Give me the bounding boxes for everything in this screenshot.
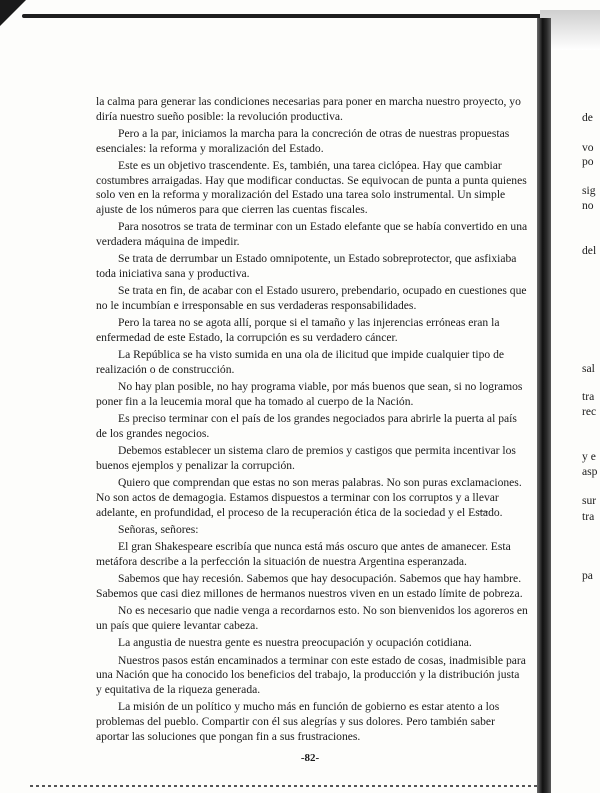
paragraph: Debemos establecer un sistema claro de premios y castigos que permita incentivar los buenos ejemplos y penalizar la corrupción. — [96, 444, 516, 473]
paragraph: La República se ha visto sumida en una ola de ilicitud que impide cualquier tipo de realización o de construcción. — [96, 348, 505, 377]
adjacent-page-fragment: tra — [582, 390, 595, 403]
adjacent-page-fragment: sig — [582, 184, 596, 197]
paragraph: Pero la tarea no se agota allí, porque si el tamaño y las injerencias erróneas eran la enfermedad de este Estado, la corrupción es su verdadero cáncer. — [96, 316, 500, 345]
adjacent-page-fragment: tra — [582, 510, 595, 523]
paragraph: Pero a la par, iniciamos la marcha para la concreción de otras de nuestras propuestas esenciales: la reforma y moralización del Estado. — [96, 127, 510, 155]
adjacent-page-fragment: po — [582, 155, 594, 168]
paragraph: No es necesario que nadie venga a recordarnos esto. No son bienvenidos los agoreros en un país que quiere levantar cabeza. — [96, 604, 528, 633]
paragraph: Quiero que comprendan que estas no son meras palabras. No son puras exclamaciones. No son actos de demagogia. Estamos dispuestos a terminar con los corruptos y a llevar adelante, en profundidad, el proceso de la recuperación ética de la sociedad y el Estado. — [96, 476, 522, 519]
adjacent-page-fragment: no — [582, 199, 594, 212]
paragraph: Se trata de derrumbar un Estado omnipotente, un Estado sobreprotector, que asfixiaba toda iniciativa sana y productiva. — [96, 252, 517, 281]
adjacent-page-fragment: rec — [582, 405, 597, 418]
adjacent-page-fragment: pa — [582, 569, 593, 582]
adjacent-page-fragment: sur — [582, 494, 597, 507]
paragraph: Nuestros pasos están encaminados a terminar con este estado de cosas, inadmisible para una Nación que ha conocido los beneficios del trabajo, la producción y la distribución justa y equitativa de la riqueza generada. — [96, 653, 526, 697]
paragraph: Sabemos que hay recesión. Sabemos que hay desocupación. Sabemos que hay hambre. Sabemos que casi diez millones de hermanos nuestros viven en un estado límite de pobreza. — [96, 572, 523, 601]
bottom-edge-shadow — [30, 785, 540, 787]
body-text — [96, 95, 528, 747]
top-edge-shadow — [22, 14, 542, 18]
paragraph: Este es un objetivo trascendente. Es, también, una tarea ciclópea. Hay que cambiar costumbres arraigadas. Hay que modificar conductas. Se equivocan de punta a punta quienes solo ven en la reforma y moralización del Estado una tarea solo instrumental. Un simple ajuste de los números para que cierren las cuentas fiscales. — [96, 159, 527, 217]
salutation: Señoras, señores: — [118, 523, 199, 537]
page-number: -82- — [300, 752, 320, 764]
adjacent-page-fragment: vo — [582, 141, 594, 154]
adjacent-page-fragment: de — [582, 111, 593, 124]
paragraph: La misión de un político y mucho más en función de gobierno es estar atento a los problemas del pueblo. Compartir con él sus alegrías y sus dolores. Pero también saber aportar las soluciones que pongan fin a sus frustraciones. — [96, 700, 500, 743]
adjacent-page-fragment: asp — [582, 465, 598, 478]
paragraph: La angustia de nuestra gente es nuestra preocupación y ocupación cotidiana. — [118, 636, 472, 650]
paragraph: Se trata en fin, de acabar con el Estado usurero, prebendario, ocupado en cuestiones que no le incumbían e irresponsable en sus verdaderas responsabilidades. — [96, 284, 527, 313]
paragraph: Es preciso terminar con el país de los grandes negociados para abrirle la puerta al país de los grandes negocios. — [96, 412, 517, 441]
adjacent-page-fragment: sal — [582, 362, 595, 375]
corner-shadow — [0, 0, 26, 26]
paragraph: Para nosotros se trata de terminar con un Estado elefante que se había convertido en una verdadera máquina de impedir. — [96, 220, 528, 249]
adjacent-page-fragment: del — [582, 244, 597, 257]
book-spine-shadow — [537, 18, 551, 793]
adjacent-page-fragment: y e — [582, 450, 596, 463]
paragraph: la calma para generar las condiciones necesarias para poner en marcha nuestro proyecto, yo diría nuestro sueño posible: la revolución productiva. — [96, 95, 521, 123]
paragraph: No hay plan posible, no hay programa viable, por más buenos que sean, si no logramos poner fin a la leucemia moral que ha tomado al cuerpo de la Nación. — [96, 380, 523, 409]
paragraph: El gran Shakespeare escribía que nunca está más oscuro que antes de amanecer. Esta metáfora describe a la perfección la situación de nuestra Argentina esperanzada. — [96, 540, 511, 569]
